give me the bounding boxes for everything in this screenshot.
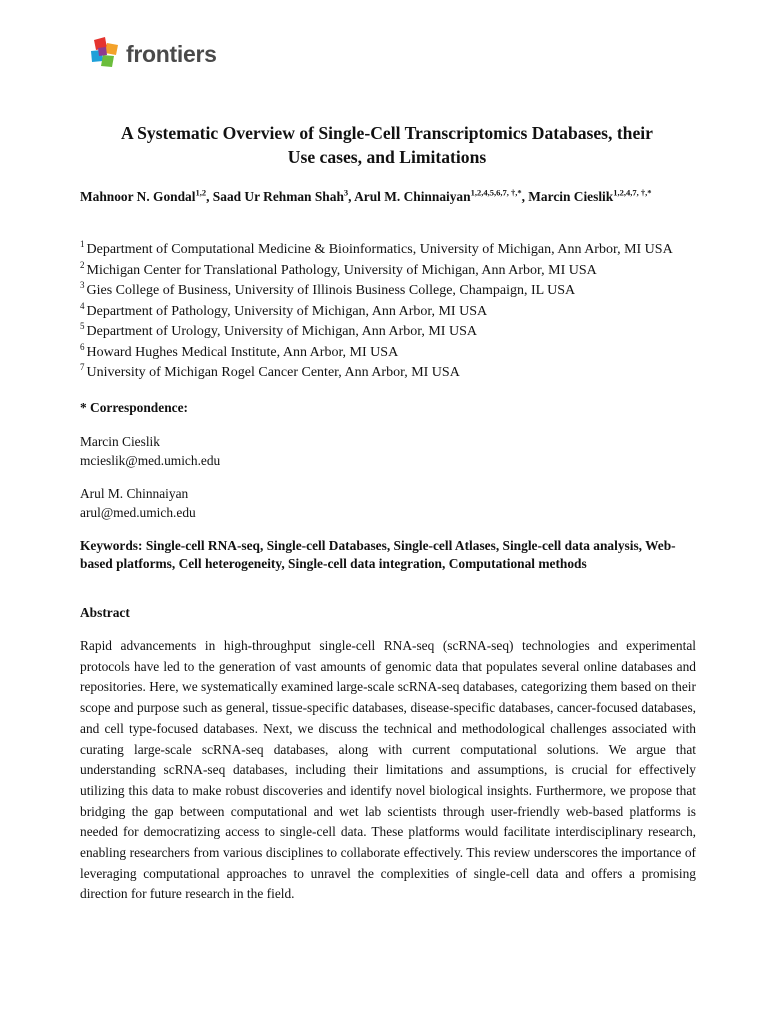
title-line-2: Use cases, and Limitations <box>287 147 487 167</box>
author-list <box>80 188 700 206</box>
affiliation-item <box>80 302 740 323</box>
frontiers-logo-icon <box>90 36 122 72</box>
title-line-1: A Systematic Overview of Single-Cell Transcriptomics Databases, their <box>121 123 653 143</box>
contact-name: Arul M. Chinnaiyan <box>80 486 189 501</box>
affiliation-text: Michigan Center for Translational Pathology, University of Michigan, Ann Arbor, MI USA <box>86 262 597 278</box>
author-name: Arul M. Chinnaiyan <box>354 189 471 204</box>
affiliation-item <box>80 240 740 261</box>
abstract-heading: Abstract <box>80 605 130 620</box>
correspondence-label: * Correspondence: <box>80 400 188 415</box>
affiliation-number: 2 <box>80 259 85 270</box>
affiliation-item <box>80 363 740 384</box>
contact-block <box>80 484 196 522</box>
author-affil-sup: 1,2 <box>195 187 207 198</box>
affiliation-text: Department of Pathology, University of Michigan, Ann Arbor, MI USA <box>86 303 488 319</box>
affiliation-item <box>80 322 740 343</box>
author-name: Saad Ur Rehman Shah <box>212 189 344 204</box>
affiliation-number: 7 <box>80 362 85 373</box>
author-affil-sup: 1,2,4,5,6,7, †,* <box>470 187 522 198</box>
affiliation-item <box>80 343 740 364</box>
contact-name: Marcin Cieslik <box>80 434 160 449</box>
affiliation-number: 5 <box>80 321 85 332</box>
author-name: Mahnoor N. Gondal <box>80 189 196 204</box>
affiliation-item <box>80 261 740 282</box>
affiliation-number: 1 <box>80 239 85 250</box>
affiliation-number: 6 <box>80 341 85 352</box>
author-sep: , <box>206 189 213 204</box>
affiliation-item <box>80 281 740 302</box>
affiliation-text: Department of Urology, University of Michigan, Ann Arbor, MI USA <box>86 324 477 339</box>
affiliation-number: 4 <box>80 300 85 311</box>
logo-text: frontiers <box>126 40 217 67</box>
author-name: Marcin Cieslik <box>528 189 614 204</box>
contact-block <box>80 432 220 470</box>
keywords: Keywords: Single-cell RNA-seq, Single-cell Databases, Single-cell Atlases, Single-cell data analysis, Web-based platforms, Cell heterogeneity, Single-cell data integration, Computational methods <box>80 538 676 571</box>
affiliation-number: 3 <box>80 280 85 291</box>
affiliation-text: Howard Hughes Medical Institute, Ann Arbor, MI USA <box>86 344 399 360</box>
author-sep: , <box>348 189 355 204</box>
affiliation-text: Department of Computational Medicine & Bioinformatics, University of Michigan, Ann Arbor, MI USA <box>86 242 673 257</box>
paper-title <box>60 121 714 169</box>
frontiers-logo <box>90 36 217 72</box>
contact-email[interactable]: mcieslik@med.umich.edu <box>80 453 221 468</box>
author-sep: , <box>521 189 529 204</box>
affiliation-text: Gies College of Business, University of Illinois Business College, Champaign, IL USA <box>86 283 576 298</box>
abstract-text: Rapid advancements in high-throughput single-cell RNA-seq (scRNA-seq) technologies and experimental protocols have led to the generation of vast amounts of genomic data that populates several online databases and repositories. Here, we systematically examined large-scale scRNA-seq databases, categorizing them based on their scope and purpose such as general, tissue-specific databases, disease-specific databases, cancer-focused databases, and cell type-focused databases. Next, we discuss the technical and methodological challenges associated with curating large-scale scRNA-seq databases, along with current computational solutions. We argue that understanding scRNA-seq databases, including their limitations and assumptions, is crucial for effectively utilizing this data to make robust discoveries and identify novel biological insights. Furthermore, we propose that bridging the gap between computational and wet lab scientists through user-friendly web-based platforms is needed for democratizing access to single-cell data. These platforms would facilitate interdisciplinary research, enabling researchers from various disciplines to collaborate effectively. This review underscores the importance of leveraging computational approaches to unravel the complexities of single-cell data and offers a promising direction for future research in the field. <box>80 638 696 902</box>
affiliation-text: University of Michigan Rogel Cancer Center, Ann Arbor, MI USA <box>86 365 460 380</box>
author-affil-sup: 3 <box>343 187 349 198</box>
author-affil-sup: 1,2,4,7, †,* <box>613 187 652 198</box>
contact-email[interactable]: arul@med.umich.edu <box>80 505 196 520</box>
affiliation-list <box>80 240 740 384</box>
